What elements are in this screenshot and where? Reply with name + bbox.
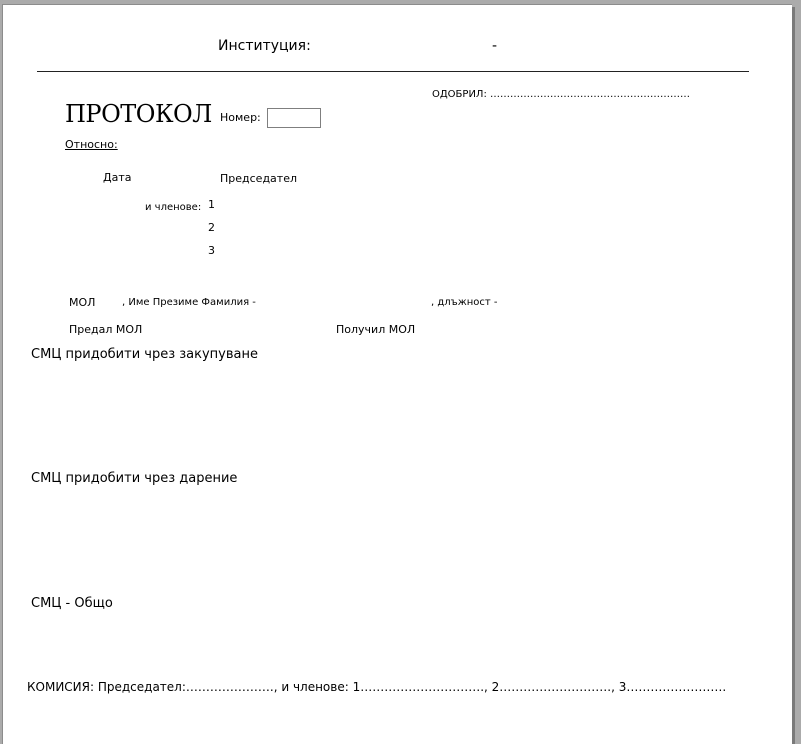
member-2-number: 2: [208, 221, 215, 234]
section-purchased: СМЦ придобити чрез закупуване: [31, 347, 258, 362]
document-page: [2, 4, 792, 744]
received-label: Получил МОЛ: [336, 323, 416, 336]
regarding-label: Относно:: [65, 138, 118, 151]
institution-label: Институция:: [218, 38, 311, 54]
number-field[interactable]: [267, 108, 321, 128]
approved-label: ОДОБРИЛ: ……………………………………………………: [432, 89, 690, 100]
commission-line: КОМИСИЯ: Председател:…………………., и членове: 1…………………………., 2………………………., 3…………………….: [27, 680, 727, 694]
number-label: Номер:: [220, 111, 261, 124]
mol-label: МОЛ: [69, 296, 96, 309]
institution-value: -: [492, 38, 498, 54]
header-divider: [37, 71, 749, 72]
protocol-title: ПРОТОКОЛ: [65, 100, 212, 128]
mol-position-label: , длъжност -: [431, 297, 498, 308]
chairman-label: Председател: [220, 172, 297, 185]
handed-over-label: Предал МОЛ: [69, 323, 143, 336]
date-label: Дата: [103, 171, 132, 184]
member-1-number: 1: [208, 198, 215, 211]
section-total: СМЦ - Общо: [31, 596, 113, 611]
mol-name-label: , Име Презиме Фамилия -: [122, 297, 256, 308]
section-donated: СМЦ придобити чрез дарение: [31, 471, 238, 486]
members-label: и членове:: [145, 202, 202, 213]
member-3-number: 3: [208, 244, 215, 257]
